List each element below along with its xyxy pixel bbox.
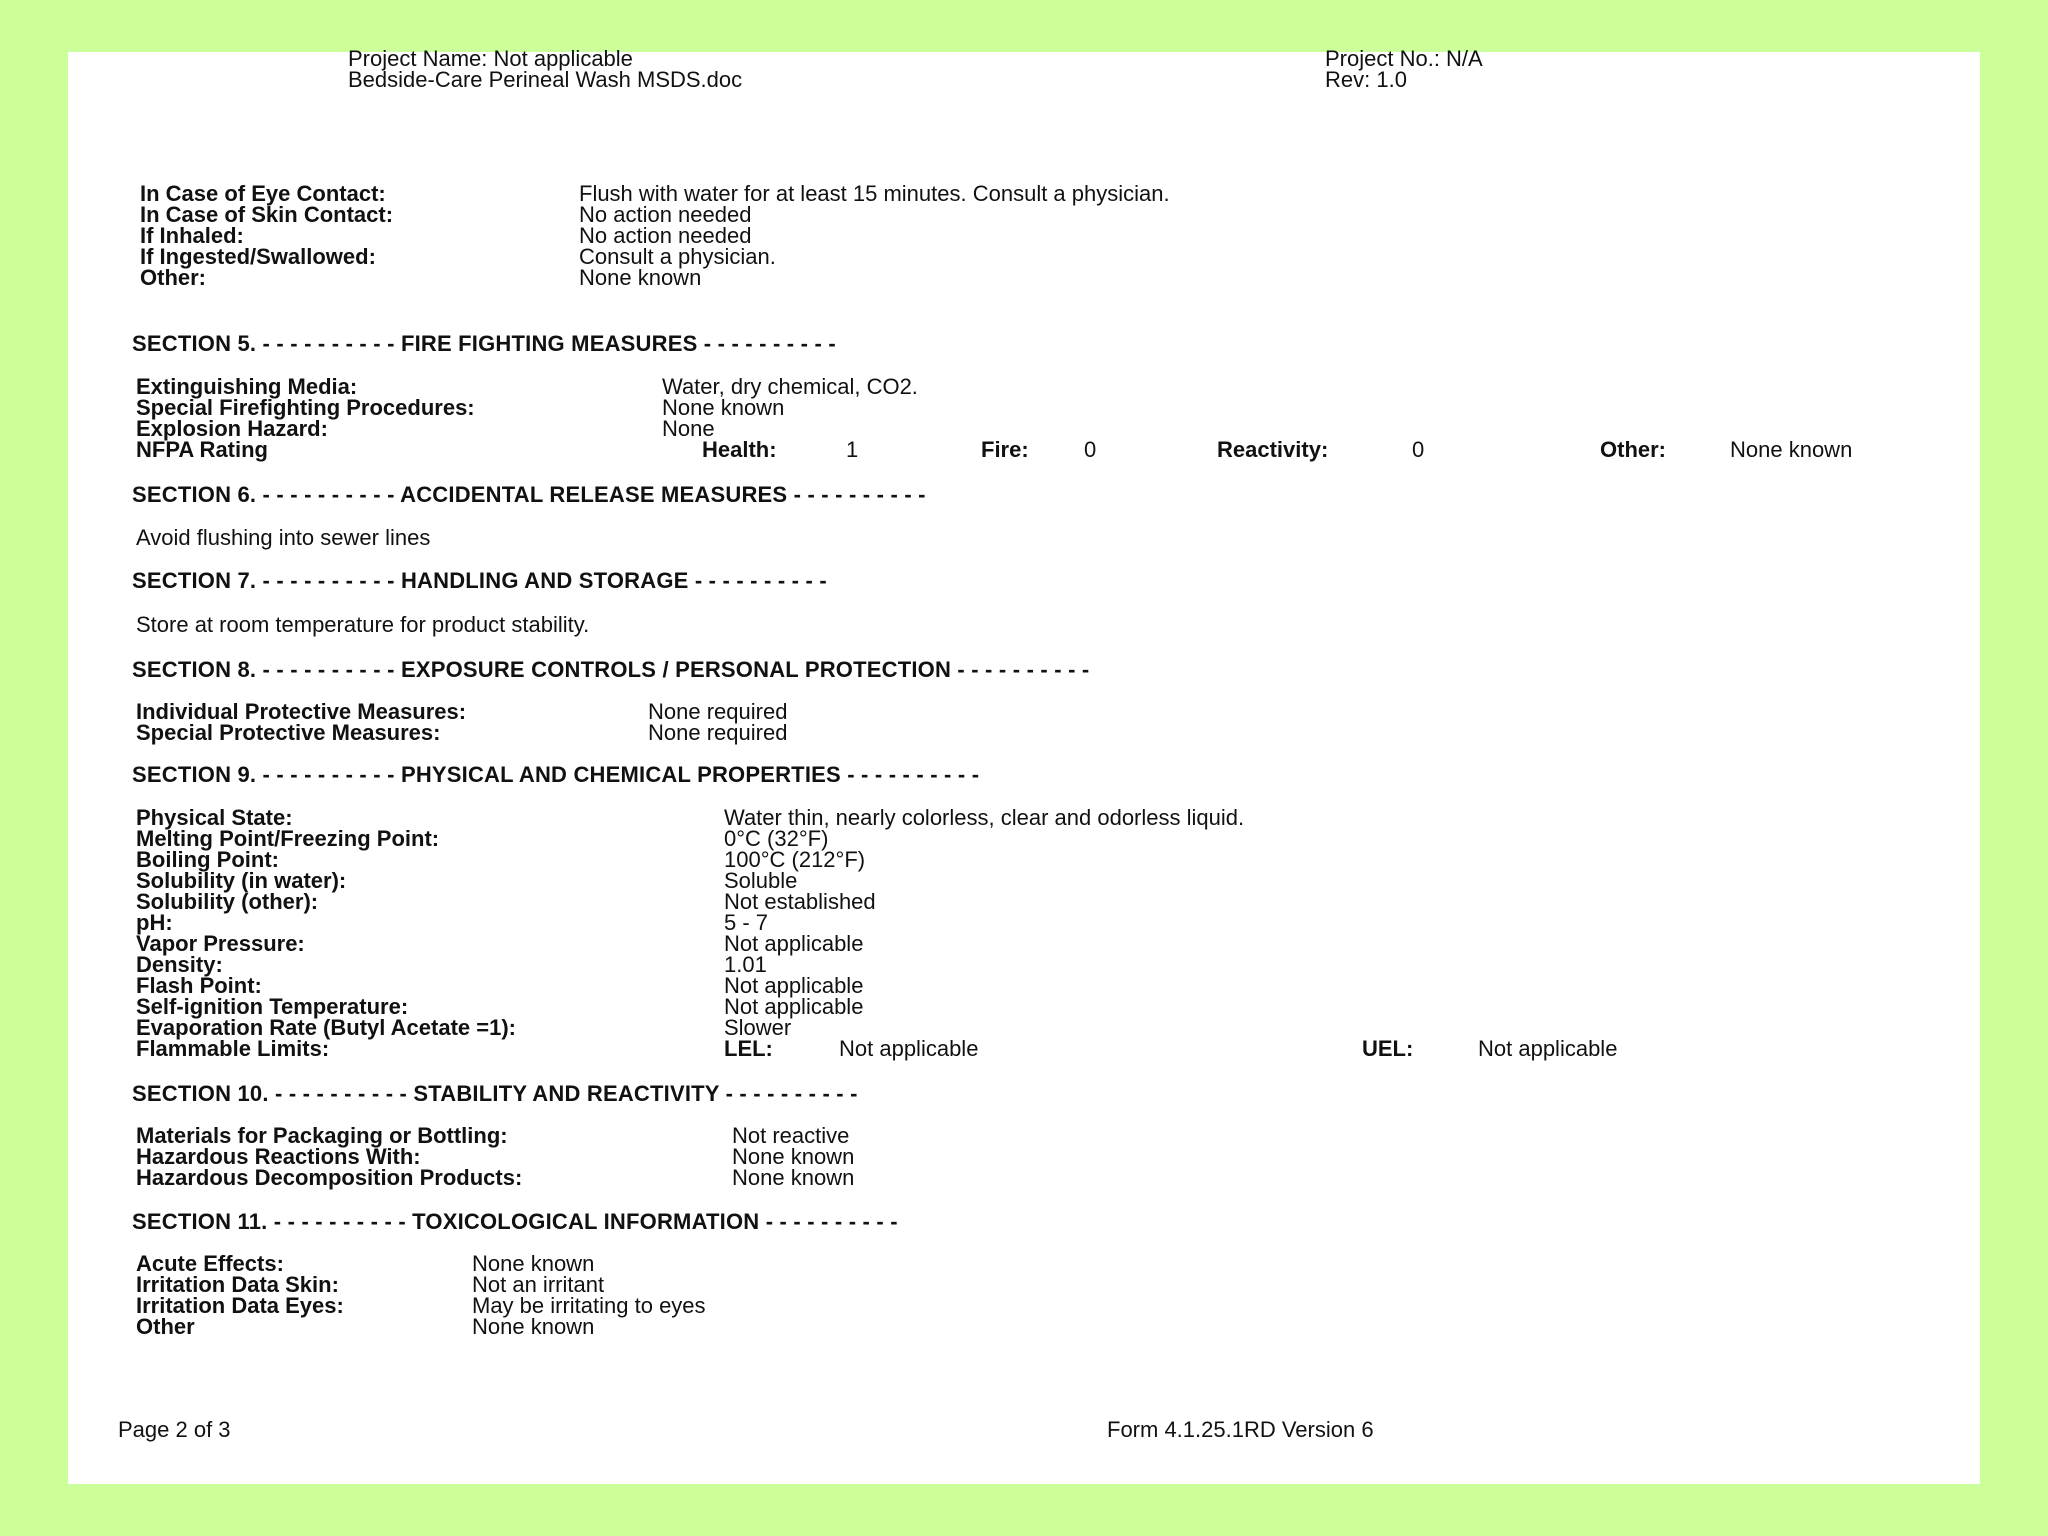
property-label: Solubility (in water): bbox=[136, 868, 347, 893]
file-name: Bedside-Care Perineal Wash MSDS.doc bbox=[348, 67, 743, 92]
flammable-limits-label: Flammable Limits: bbox=[136, 1036, 330, 1061]
section-heading: SECTION 9. - - - - - - - - - - PHYSICAL AND CHEMICAL PROPERTIES - - - - - - - - - - bbox=[132, 762, 980, 787]
field-value: Not an irritant bbox=[472, 1272, 605, 1297]
section-heading: SECTION 10. - - - - - - - - - - STABILITY AND REACTIVITY - - - - - - - - - - bbox=[132, 1081, 858, 1106]
field-label: Individual Protective Measures: bbox=[136, 699, 467, 724]
field-label: Special Firefighting Procedures: bbox=[136, 395, 475, 420]
field-label: Special Protective Measures: bbox=[136, 720, 441, 745]
first-aid-value: None known bbox=[579, 265, 702, 290]
first-aid-value: Flush with water for at least 15 minutes. Consult a physician. bbox=[579, 181, 1170, 206]
nfpa-fire-value: 0 bbox=[1084, 437, 1097, 462]
lel-label: LEL: bbox=[724, 1036, 773, 1061]
section-heading: SECTION 8. - - - - - - - - - - EXPOSURE CONTROLS / PERSONAL PROTECTION - - - - - - - - - - bbox=[132, 657, 1090, 682]
lel-value: Not applicable bbox=[839, 1036, 979, 1061]
field-value: Not reactive bbox=[732, 1123, 850, 1148]
field-label: Irritation Data Skin: bbox=[136, 1272, 339, 1297]
nfpa-fire-label: Fire: bbox=[981, 437, 1029, 462]
first-aid-value: No action needed bbox=[579, 223, 752, 248]
property-label: Vapor Pressure: bbox=[136, 931, 305, 956]
field-value: None known bbox=[472, 1314, 595, 1339]
field-label: Explosion Hazard: bbox=[136, 416, 328, 441]
property-value: Not established bbox=[724, 889, 876, 914]
property-value: Not applicable bbox=[724, 994, 864, 1019]
page-number: Page 2 of 3 bbox=[118, 1417, 231, 1442]
section-heading: SECTION 11. - - - - - - - - - - TOXICOLOGICAL INFORMATION - - - - - - - - - - bbox=[132, 1209, 898, 1234]
field-label: Materials for Packaging or Bottling: bbox=[136, 1123, 508, 1148]
property-label: pH: bbox=[136, 910, 173, 935]
first-aid-label: In Case of Skin Contact: bbox=[140, 202, 394, 227]
property-value: Not applicable bbox=[724, 931, 864, 956]
property-value: 0°C (32°F) bbox=[724, 826, 829, 851]
first-aid-label: In Case of Eye Contact: bbox=[140, 181, 386, 206]
field-label: Extinguishing Media: bbox=[136, 374, 358, 399]
property-label: Self-ignition Temperature: bbox=[136, 994, 409, 1019]
property-value: Not applicable bbox=[724, 973, 864, 998]
property-value: Soluble bbox=[724, 868, 798, 893]
field-value: None known bbox=[732, 1144, 855, 1169]
revision: Rev: 1.0 bbox=[1325, 67, 1407, 92]
property-label: Density: bbox=[136, 952, 223, 977]
field-value: None known bbox=[732, 1165, 855, 1190]
property-value: Slower bbox=[724, 1015, 792, 1040]
field-value: None bbox=[662, 416, 715, 441]
field-label: Other bbox=[136, 1314, 195, 1339]
form-version: Form 4.1.25.1RD Version 6 bbox=[1107, 1417, 1374, 1442]
property-value: 5 - 7 bbox=[724, 910, 769, 935]
first-aid-label: Other: bbox=[140, 265, 206, 290]
property-value: 100°C (212°F) bbox=[724, 847, 866, 872]
project-number: Project No.: N/A bbox=[1325, 46, 1483, 71]
nfpa-reactivity-value: 0 bbox=[1412, 437, 1425, 462]
property-label: Solubility (other): bbox=[136, 889, 319, 914]
field-value: Water, dry chemical, CO2. bbox=[662, 374, 918, 399]
first-aid-value: No action needed bbox=[579, 202, 752, 227]
section-heading: SECTION 5. - - - - - - - - - - FIRE FIGHTING MEASURES - - - - - - - - - - bbox=[132, 331, 836, 356]
field-label: Hazardous Reactions With: bbox=[136, 1144, 421, 1169]
property-label: Melting Point/Freezing Point: bbox=[136, 826, 440, 851]
first-aid-value: Consult a physician. bbox=[579, 244, 776, 269]
project-name: Project Name: Not applicable bbox=[348, 46, 633, 71]
property-label: Boiling Point: bbox=[136, 847, 279, 872]
property-label: Flash Point: bbox=[136, 973, 262, 998]
field-label: Irritation Data Eyes: bbox=[136, 1293, 344, 1318]
document-page bbox=[68, 46, 1980, 1484]
field-label: Hazardous Decomposition Products: bbox=[136, 1165, 523, 1190]
first-aid-label: If Inhaled: bbox=[140, 223, 244, 248]
uel-label: UEL: bbox=[1362, 1036, 1414, 1061]
section-text: Avoid flushing into sewer lines bbox=[136, 525, 431, 550]
property-label: Physical State: bbox=[136, 805, 293, 830]
section-heading: SECTION 6. - - - - - - - - - - ACCIDENTAL RELEASE MEASURES - - - - - - - - - - bbox=[132, 482, 926, 507]
field-label: Acute Effects: bbox=[136, 1251, 284, 1276]
nfpa-label: NFPA Rating bbox=[136, 437, 268, 462]
field-value: None required bbox=[648, 720, 788, 745]
first-aid-label: If Ingested/Swallowed: bbox=[140, 244, 376, 269]
section-text: Store at room temperature for product stability. bbox=[136, 612, 590, 637]
property-label: Evaporation Rate (Butyl Acetate =1): bbox=[136, 1015, 516, 1040]
nfpa-health-value: 1 bbox=[846, 437, 859, 462]
nfpa-reactivity-label: Reactivity: bbox=[1217, 437, 1329, 462]
property-value: 1.01 bbox=[724, 952, 767, 977]
uel-value: Not applicable bbox=[1478, 1036, 1618, 1061]
nfpa-other-label: Other: bbox=[1600, 437, 1666, 462]
section-heading: SECTION 7. - - - - - - - - - - HANDLING AND STORAGE - - - - - - - - - - bbox=[132, 568, 827, 593]
field-value: None known bbox=[662, 395, 785, 420]
field-value: None known bbox=[472, 1251, 595, 1276]
nfpa-other-value: None known bbox=[1730, 437, 1853, 462]
nfpa-health-label: Health: bbox=[702, 437, 777, 462]
property-value: Water thin, nearly colorless, clear and odorless liquid. bbox=[724, 805, 1245, 830]
field-value: None required bbox=[648, 699, 788, 724]
field-value: May be irritating to eyes bbox=[472, 1293, 706, 1318]
